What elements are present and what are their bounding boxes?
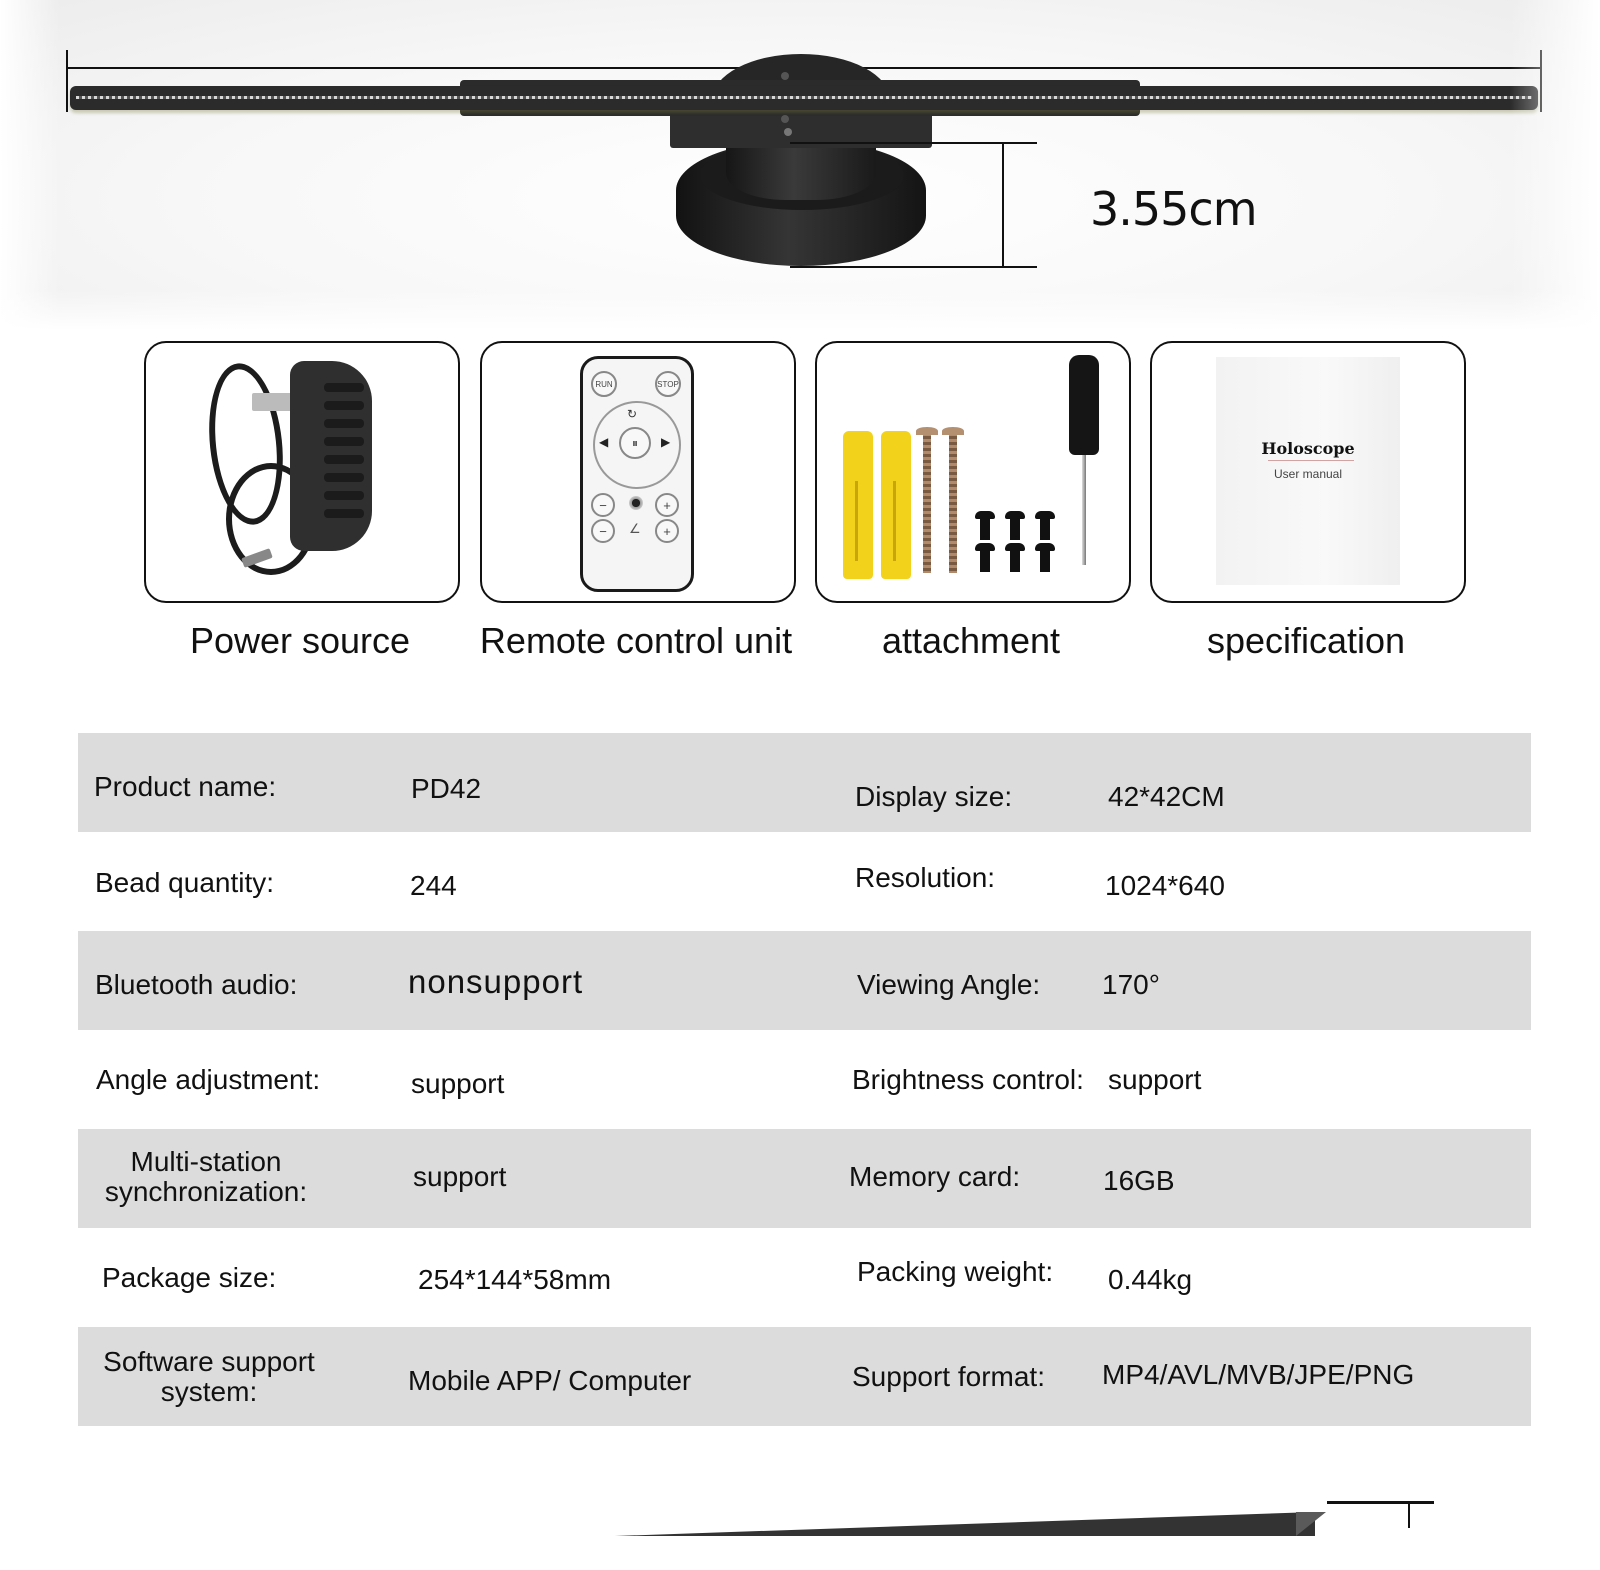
spec-row xyxy=(78,1327,1531,1426)
accessory-label-specification: specification xyxy=(1206,620,1406,661)
wood-screw-icon xyxy=(949,433,957,573)
spec-label: Resolution: xyxy=(855,862,996,893)
fade-overlay-left xyxy=(0,0,60,330)
vent xyxy=(324,509,364,518)
next-icon: ▶ xyxy=(661,435,671,449)
fan-led-blade xyxy=(70,86,1538,110)
led-strip xyxy=(76,96,1532,99)
spec-value: support xyxy=(413,1161,507,1192)
screw-icon xyxy=(781,115,789,123)
spec-label: Memory card: xyxy=(849,1161,1021,1192)
fade-overlay-right xyxy=(1510,0,1600,330)
spec-value: nonsupport xyxy=(408,963,584,1000)
adapter-body xyxy=(290,361,372,551)
spec-value: Mobile APP/ Computer xyxy=(408,1365,692,1396)
width-dimension-tick-left xyxy=(66,50,68,112)
loop-icon: ↻ xyxy=(627,407,638,421)
brightness-plus-button: + xyxy=(655,493,679,517)
screwdriver-shaft xyxy=(1082,455,1086,565)
vent xyxy=(324,437,364,446)
spec-value: support xyxy=(1108,1064,1202,1095)
product-edge-bevel xyxy=(1296,1512,1326,1536)
spec-value: MP4/AVL/MVB/JPE/PNG xyxy=(1102,1359,1415,1390)
spec-row xyxy=(78,931,1531,1030)
height-dimension-top-line xyxy=(790,142,1037,144)
bottom-dimension-line xyxy=(1327,1501,1434,1504)
sensor-dot-icon xyxy=(784,128,792,136)
product-hero-image xyxy=(0,0,1600,330)
wall-anchor-icon xyxy=(843,431,873,579)
spec-row xyxy=(78,832,1531,931)
accessory-card-attachment xyxy=(815,341,1131,603)
spec-value: 170° xyxy=(1102,969,1160,1000)
spec-label: Brightness control: xyxy=(852,1064,1084,1095)
height-dimension-bottom-line xyxy=(790,266,1037,268)
spec-value: 42*42CM xyxy=(1108,781,1225,812)
angle-plus-button: + xyxy=(655,519,679,543)
spec-value: 254*144*58mm xyxy=(418,1264,612,1295)
manual-subtitle: User manual xyxy=(1273,467,1343,481)
spec-label: Angle adjustment: xyxy=(96,1064,321,1095)
accessory-label-attachment: attachment xyxy=(881,620,1061,661)
accessory-label-power-source: Power source xyxy=(189,620,411,661)
brightness-icon xyxy=(629,496,643,510)
machine-screw-icon xyxy=(975,511,995,541)
spec-label: Multi-station synchronization: xyxy=(104,1146,308,1207)
spec-label: Bead quantity: xyxy=(95,867,275,898)
brightness-minus-button: − xyxy=(591,493,615,517)
spec-value: 16GB xyxy=(1103,1165,1175,1196)
spec-table xyxy=(78,733,1531,1426)
product-edge-partial-image xyxy=(615,1512,1315,1536)
spec-row xyxy=(78,1228,1531,1327)
machine-screw-icon xyxy=(1005,543,1025,573)
accessory-card-power-source xyxy=(144,341,460,603)
spec-value: 1024*640 xyxy=(1105,870,1225,901)
prev-icon: ◀ xyxy=(599,435,609,449)
spec-value: PD42 xyxy=(411,773,482,804)
spec-label: Package size: xyxy=(102,1262,277,1293)
spec-value: 0.44kg xyxy=(1108,1264,1193,1295)
spec-label: Bluetooth audio: xyxy=(95,969,298,1000)
spec-label: Packing weight: xyxy=(857,1256,1054,1287)
wall-anchor-icon xyxy=(881,431,911,579)
machine-screw-icon xyxy=(1035,543,1055,573)
vent xyxy=(324,473,364,482)
vent xyxy=(324,401,364,410)
spec-label: Display size: xyxy=(855,781,1013,812)
spec-label: Viewing Angle: xyxy=(857,969,1041,1000)
accessory-card-remote xyxy=(480,341,796,603)
screw-icon xyxy=(781,72,789,80)
angle-minus-button: − xyxy=(591,519,615,543)
machine-screw-icon xyxy=(975,543,995,573)
remote-control-icon xyxy=(580,356,694,592)
accessory-label-remote: Remote control unit xyxy=(479,620,793,661)
spec-row xyxy=(78,733,1531,832)
spec-label: Support format: xyxy=(852,1361,1045,1392)
machine-screw-icon xyxy=(1005,511,1025,541)
vent xyxy=(324,455,364,464)
vent xyxy=(324,383,364,392)
user-manual-icon xyxy=(1216,357,1400,585)
pause-icon: ⏸ xyxy=(619,427,651,459)
screwdriver-handle-icon xyxy=(1069,355,1099,455)
height-dimension-vertical-line xyxy=(1002,142,1004,267)
remote-stop-button: STOP xyxy=(655,371,681,397)
manual-title-underline xyxy=(1268,460,1354,461)
angle-icon: ∠ xyxy=(629,521,641,536)
height-dimension-label: 3.55cm xyxy=(1090,182,1257,236)
vent xyxy=(324,419,364,428)
fade-overlay-bottom xyxy=(0,290,1600,330)
vent xyxy=(324,491,364,500)
spec-row xyxy=(78,1129,1531,1228)
plug-prong xyxy=(252,393,292,411)
spec-value: 244 xyxy=(410,870,457,901)
bottom-dimension-tick xyxy=(1408,1502,1410,1528)
spec-label: Product name: xyxy=(94,771,277,802)
spec-value: support xyxy=(411,1068,505,1099)
spec-label: Software support system: xyxy=(103,1346,315,1407)
manual-title: Holoscope xyxy=(1261,439,1355,458)
accessory-card-specification xyxy=(1150,341,1466,603)
machine-screw-icon xyxy=(1035,511,1055,541)
spec-row xyxy=(78,1030,1531,1129)
wood-screw-icon xyxy=(923,433,931,573)
remote-run-button: RUN xyxy=(591,371,617,397)
